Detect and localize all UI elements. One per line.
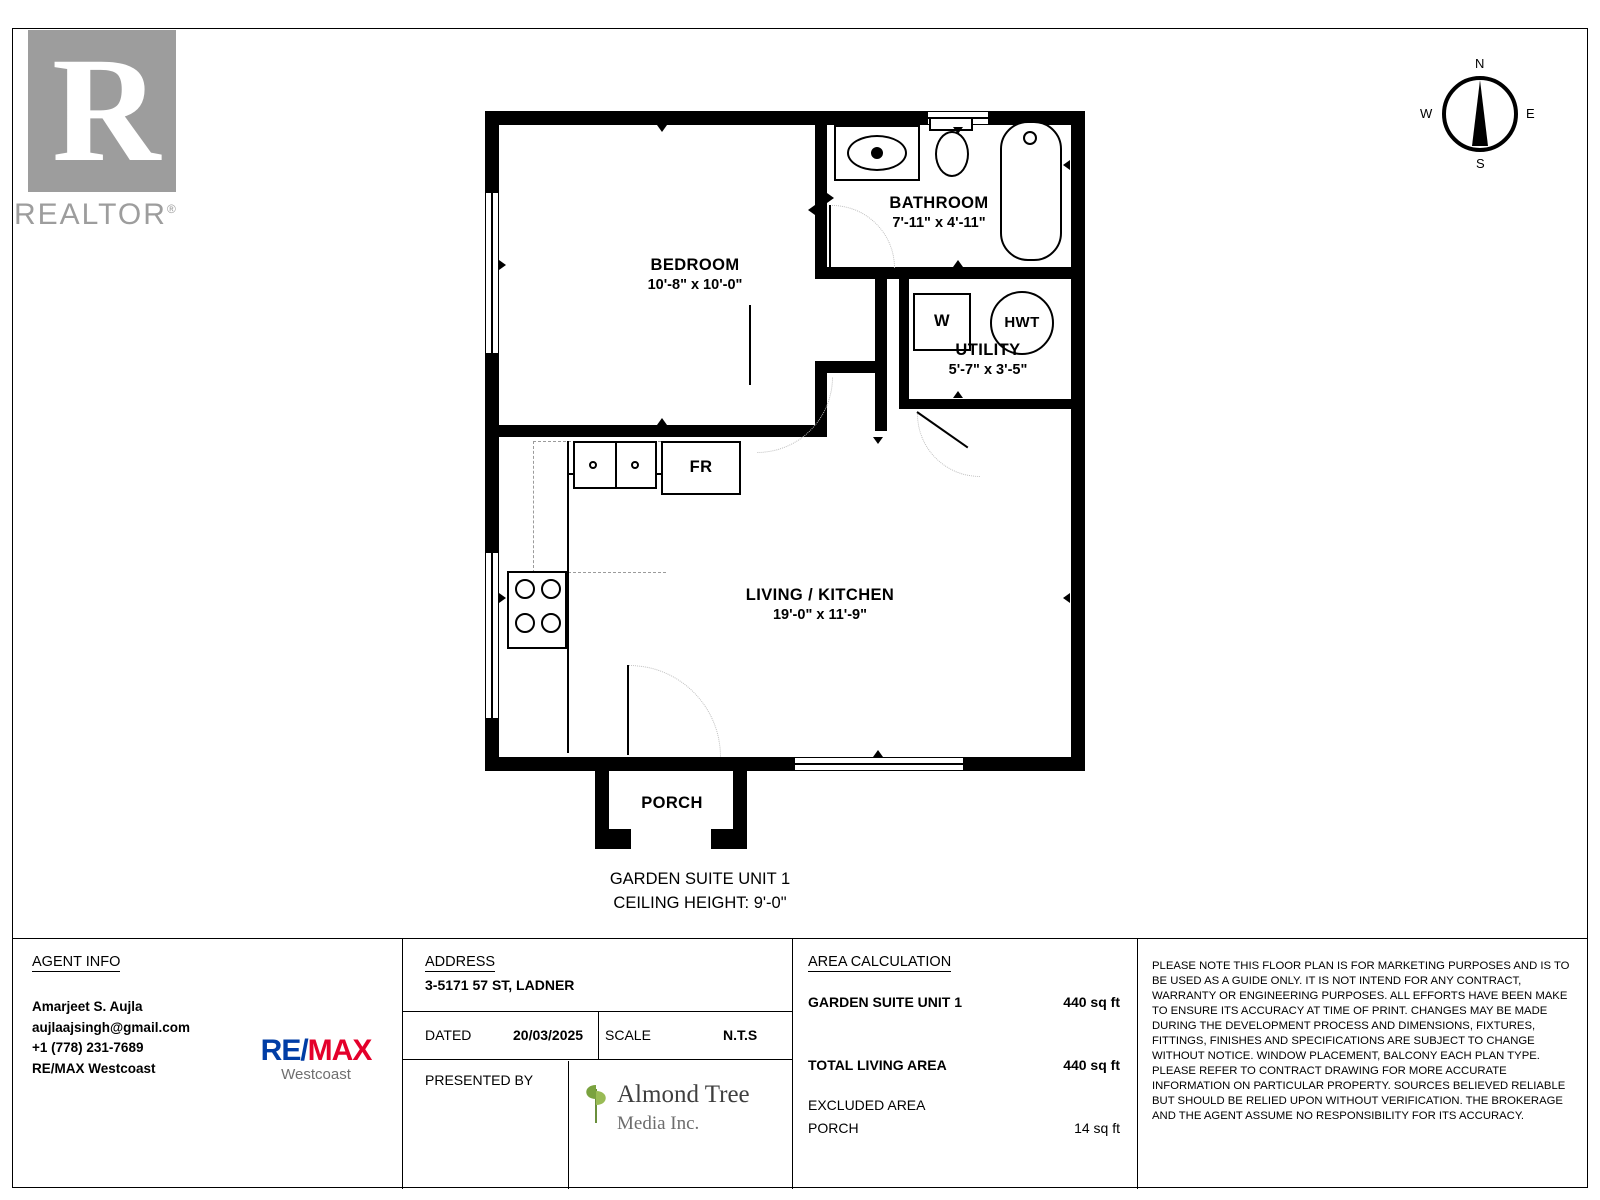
stove-burner-4-icon [541, 613, 561, 633]
wall-bathroom-bottom-right [985, 267, 1085, 279]
kitchen-counter-edge-vert [567, 441, 569, 753]
remax-wordmark [241, 1034, 391, 1068]
leaf-icon [581, 1079, 611, 1123]
wall-exterior-right [1071, 111, 1085, 771]
dim-tick-bathroom-right [1063, 160, 1070, 170]
area-header-wrap [808, 953, 951, 972]
disclaimer-panel [1138, 939, 1587, 1189]
compass-needle-icon [1472, 80, 1488, 146]
agent-name: Amarjeet S. Aujla [32, 999, 143, 1014]
area-calculation-panel [793, 939, 1138, 1189]
dim-tick-bedroom-right [808, 205, 815, 215]
dated-label: DATED [425, 1027, 472, 1043]
address-divider-vertical [598, 1011, 599, 1059]
agent-email[interactable]: aujlaajsingh@gmail.com [32, 1019, 190, 1035]
area-row-value: 440 sq ft [1063, 994, 1120, 1010]
room-dims-bathroom: 7'-11" x 4'-11" [892, 215, 986, 232]
info-bar [13, 938, 1587, 1188]
dim-tick-living-bottom [873, 750, 883, 757]
room-label-bedroom [545, 255, 845, 295]
dim-tick-bedroom-bottom [657, 418, 667, 425]
area-row-value: 14 sq ft [1074, 1120, 1120, 1136]
floor-plan [485, 105, 1085, 865]
address-header-wrap [425, 953, 495, 972]
compass-north-label: N [1475, 56, 1485, 71]
area-calculation-header: AREA CALCULATION [808, 954, 952, 970]
suite-caption-line1: GARDEN SUITE UNIT 1 [609, 870, 791, 888]
room-label-bathroom [823, 193, 1055, 233]
room-name-utility: UTILITY [955, 341, 1021, 359]
room-name-bathroom: BATHROOM [889, 194, 989, 212]
dim-tick-living-top [873, 437, 883, 444]
wall-exterior-bottom [485, 757, 1085, 771]
area-row [808, 1120, 1120, 1136]
agent-info-panel [13, 939, 403, 1189]
remax-logo-max: MAX [307, 1034, 372, 1067]
toilet-bowl-icon [935, 131, 969, 177]
suite-caption-line2: CEILING HEIGHT: 9'-0" [613, 893, 787, 912]
disclaimer-text: PLEASE NOTE THIS FLOOR PLAN IS FOR MARKETING PURPOSES AND IS TO BE USED AS A GUIDE ONLY. IT IS NOT INTEND FOR ANY CONTRACT, WARRANTY OR ENGINEERING PURPOSES. ALL EFFORTS HAVE BEEN MAKE TO ENSURE ITS ACCURACY AT TIME OF PRINT. CHANGES MAY BE MADE DURING THE DEVELOPMENT PROCESS AND DIMENSIONS, FIXTURES, FITTINGS, FINISHES AND SPECIFICATIONS ARE SUBJECT TO CHANGE WITHOUT NOTICE. WINDOW PLACEMENT, BALCONY EACH PLAN TYPE. PLEASE REFER TO CONTRACT DRAWING FOR MORE ACCURATE INFORMATION ON PARTICULAR PROPERTY. SOURCES BELIEVED RELIABLE BUT SHOULD BE RELIED UPON WITHOUT VERIFICATION. THE BROKERAGE AND THE AGENT ASSUME NO RESPONSIBILITY FOR ITS ACCURACY. [1152, 960, 1570, 1123]
fridge-label-text: FR [689, 458, 713, 476]
dim-tick-living-left [499, 593, 506, 603]
hot-water-tank-label [990, 313, 1054, 333]
room-label-utility [893, 340, 1083, 380]
agent-info-header: AGENT INFO [32, 954, 121, 970]
remax-logo-sub: Westcoast [281, 1066, 351, 1083]
almond-tree-name: Almond Tree [617, 1081, 750, 1108]
dim-tick-utility-bottom [953, 391, 963, 398]
presented-by-label: PRESENTED BY [425, 1072, 534, 1088]
area-row [808, 1097, 1120, 1113]
kitchen-sink-drain-right-icon [631, 461, 639, 469]
suite-caption [485, 868, 915, 916]
window-bedroom-left-line [491, 193, 493, 353]
address-divider-2 [403, 1059, 793, 1060]
compass-east-label: E [1526, 106, 1535, 121]
dated-value: 20/03/2025 [513, 1027, 584, 1043]
dim-tick-bathroom-bottom [953, 260, 963, 267]
porch-step-right [711, 829, 747, 849]
sink-drain-icon [871, 147, 883, 159]
room-label-living-kitchen [655, 585, 985, 625]
address-panel [403, 939, 793, 1189]
area-row [808, 994, 1120, 1010]
dim-tick-living-right [1063, 593, 1070, 603]
toilet-tank-icon [929, 117, 973, 131]
address-header: ADDRESS [425, 954, 496, 970]
compass-west-label: W [1420, 106, 1433, 121]
room-name-living-kitchen: LIVING / KITCHEN [745, 586, 895, 604]
bathtub-faucet-icon [1012, 119, 1050, 122]
window-living-left-line [491, 553, 493, 718]
area-row-value: 440 sq ft [1063, 1057, 1120, 1073]
almond-tree-logo [568, 1061, 793, 1189]
room-name-porch: PORCH [641, 794, 703, 812]
almond-tree-sub: Media Inc. [617, 1113, 700, 1134]
agent-details [32, 997, 190, 1079]
wall-bedroom-bottom [485, 425, 747, 437]
scale-label: SCALE [605, 1027, 651, 1043]
bathtub-drain-icon [1023, 131, 1037, 145]
fridge-label [661, 457, 741, 478]
area-row-name: GARDEN SUITE UNIT 1 [808, 994, 963, 1010]
remax-logo [241, 1034, 391, 1083]
stove-burner-2-icon [541, 579, 561, 599]
compass-rose [1420, 56, 1540, 186]
porch-step-left [595, 829, 631, 849]
room-name-bedroom: BEDROOM [650, 256, 740, 274]
realtor-logo-letter: R [52, 27, 161, 193]
stove-burner-1-icon [515, 579, 535, 599]
realtor-logo-text [14, 198, 178, 232]
stove-burner-3-icon [515, 613, 535, 633]
door-entry-leaf [627, 665, 629, 755]
room-dims-living-kitchen: 19'-0" x 11'-9" [772, 607, 867, 624]
realtor-logo [14, 27, 184, 245]
kitchen-sink-divider [615, 441, 617, 489]
agent-phone[interactable]: +1 (778) 231-7689 [32, 1040, 144, 1056]
washer-label-text: W [934, 312, 950, 330]
scale-value: N.T.S [723, 1027, 758, 1043]
area-row [808, 1057, 1120, 1073]
wall-exterior-top [485, 111, 1085, 125]
dim-tick-bathroom-top [953, 127, 963, 134]
compass-south-label: S [1476, 156, 1485, 171]
address-value: 3-5171 57 ST, LADNER [425, 977, 575, 993]
area-row-name: TOTAL LIVING AREA [808, 1057, 947, 1073]
hot-water-tank-label-text: HWT [1004, 314, 1040, 331]
area-row-name: PORCH [808, 1120, 859, 1136]
room-dims-bedroom: 10'-8" x 10'-0" [647, 277, 743, 294]
wall-utility-bottom [899, 399, 1079, 409]
remax-logo-re: RE/ [260, 1034, 308, 1067]
dim-tick-bedroom-left [499, 260, 506, 270]
kitchen-sink-drain-left-icon [589, 461, 597, 469]
area-row-name: EXCLUDED AREA [808, 1097, 926, 1113]
realtor-registered-mark: ® [166, 202, 178, 216]
dim-tick-bedroom-top [657, 125, 667, 132]
washer-label [913, 311, 971, 332]
room-dims-utility: 5'-7" x 3'-5" [948, 362, 1028, 379]
realtor-logo-wordmark: REALTOR [14, 198, 167, 231]
agent-brokerage: RE/MAX Westcoast [32, 1060, 156, 1076]
wall-bath-left-lower [875, 279, 887, 431]
door-bedroom-leaf [749, 305, 751, 385]
room-label-porch [597, 793, 747, 814]
window-living-bottom-line [795, 763, 963, 765]
